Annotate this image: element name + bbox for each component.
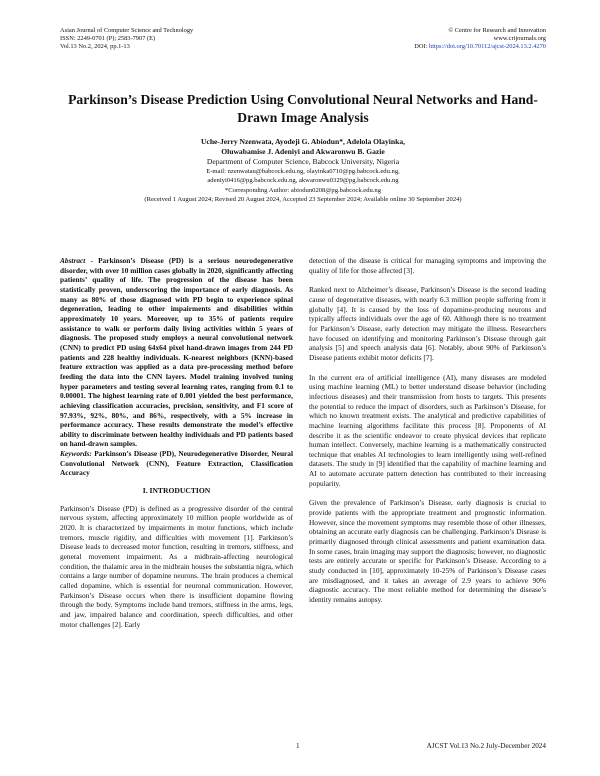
author-block bbox=[60, 137, 546, 205]
journal-name: Asian Journal of Computer Science and Technology bbox=[60, 27, 194, 34]
left-column bbox=[60, 256, 293, 629]
body-paragraph-4: Given the prevalence of Parkinson’s Disease, early diagnosis is crucial to provide patients with the appropriate treatment and prognostic information. However, since the movement symptoms may resemble those of other illnesses, obtaining an accurate early diagnosis can be challenging. Parkinson’s Disease is primarily diagnosed through clinical assessments and patient examination data. In some cases, brain imaging may support the diagnosis; however, no diagnostic tests are entirely accurate or specific for Parkinson’s Disease. According to a study conducted in [10], approximately 10-25% of Parkinson’s Disease cases are misdiagnosed, and it takes an average of 2.9 years to achieve 90% diagnostic accuracy. The most reliable method for determining the disease’s identity remains autopsy. bbox=[309, 498, 546, 604]
doi-label: DOI: bbox=[414, 43, 430, 51]
corresponding-author: *Corresponding Author: abiodun0208@pg.babcock.edu.ng bbox=[224, 186, 382, 194]
right-column bbox=[309, 256, 546, 605]
body-paragraph-1: detection of the disease is critical for managing symptoms and improving the quality of life for those affected [3]. bbox=[309, 256, 546, 275]
emails-line-1: E-mail: nzenwatau@babcock.edu.ng, olayinka0710@pg.babcock.edu.ng, bbox=[206, 168, 400, 175]
website[interactable]: www.crijournals.org bbox=[493, 35, 546, 43]
intro-paragraph-1: Parkinson’s Disease (PD) is defined as a progressive disorder of the central nervous system, affecting approximately 10 million people worldwide as of 2020. It is characterized by impairments in motor functions, which include tremors, muscle rigidity, and difficulties with movement [1]. Parkinson’s Disease leads to decreased motor function, resulting in tremors, stiffness, and general movement impairment. As a midbrain-affecting neurological condition, the thalamic area in the midbrain houses the substantia nigra, which contains a large number of dopamine neurons. The brain produces a chemical called dopamine, which is essential for neuronal communication. However, Parkinson’s Disease occurs when there is insufficient dopamine flowing through the body. Symptoms include hand tremors, stiffness in the arms, legs, and jaw, impaired balance and coordination, speech difficulties, and other motor challenges [2]. Early bbox=[60, 503, 293, 629]
paper-title: Parkinson’s Disease Prediction Using Convolutional Neural Networks and Hand-Drawn Image Analysis bbox=[68, 92, 538, 125]
doi-link[interactable]: https://doi.org/10.70112/ajcst-2024.13.2.4270 bbox=[429, 43, 546, 51]
doi bbox=[296, 43, 546, 51]
publication-dates: (Received 1 August 2024; Revised 20 August 2024, Accepted 23 September 2024; Available online 30 September 2024) bbox=[144, 196, 462, 204]
journal-header-left bbox=[60, 27, 310, 52]
volume-info: Vol.13 No.2, 2024, pp.1-13 bbox=[60, 43, 130, 51]
footer-journal-issue: AJCST Vol.13 No.2 July-December 2024 bbox=[426, 742, 546, 750]
section-heading-introduction: I. INTRODUCTION bbox=[142, 486, 211, 496]
body-paragraph-3: In the current era of artificial intelligence (AI), many diseases are modeled using machine learning (ML) to better understand disease behavior (including infectious diseases) and their transmission from hosts to targets. This presents the potential to reduce the impact of disorders, such as Parkinson’s Disease, for which no known treatment exists. The analytical and predictive capabilities of machine learning algorithms facilitate this process [8]. Proponents of AI describe it as the scientific endeavor to create physical devices that replicate human intellect. Conversely, machine learning is a mathematically constructed technique that enables AI technologies to learn intelligently using well-refined datasets. The study in [9] identified that the capability of machine learning and AI to automate accurate pattern detection has contributed to their increasing popularity. bbox=[309, 372, 546, 488]
page-number: 1 bbox=[296, 742, 300, 750]
abstract-label: Abstract bbox=[60, 256, 86, 265]
keywords-label: Keywords: bbox=[60, 449, 92, 459]
author-names-line-1: Uche-Jerry Nzenwata, Ayodeji G. Abiodun*, Adelola Olayinka, bbox=[200, 137, 406, 146]
abstract-text: - Parkinson’s Disease (PD) is a serious neurodegenerative disorder, with over 10 million cases globally in 2020, significantly affecting patients’ quality of life. The progression of the disease has been statistically proven, underscoring the importance of early diagnosis. As many as 80% of those diagnosed with PD begin to experience spinal degeneration, leading to other impairments and disabilities within approximately 10 years. Moreover, up to 35% of patients require assistance to walk or perform daily living activities within 5 years of diagnosis. The proposed study employs a neural convolutional network (CNN) to predict PD using 64x64 pixel hand-drawn images from 244 PD patients and 228 healthy individuals. K-nearest neighbors (KNN)-based feature extraction was applied as a data pre-processing method before feeding the data into the CNN layers. Model training involved tuning hyper parameters and testing several learning rates, ranging from 0.1 to 0.00001. The highest learning rate of 0.001 yielded the best performance, achieving classification accuracies, precision, sensitivity, and F1 score of 97.93%, 92%, 80%, and 86%, respectively, with a 5% increase in performance accuracy. These results demonstrate the model’s effective ability to discriminate between healthy individuals and PD patients based on hand-drawn samples. bbox=[60, 256, 293, 449]
department: Department of Computer Science, Babcock University, Nigeria bbox=[206, 157, 400, 166]
keywords bbox=[60, 449, 293, 478]
emails-line-2: adeniyi0416@pg.babcock.edu.ng, akwaronwu0329@pg.babcock.edu.ng bbox=[207, 177, 399, 185]
journal-header-right bbox=[296, 27, 546, 52]
issn: ISSN: 2249-0701 (P); 2583-7907 (E) bbox=[60, 35, 156, 43]
copyright: © Centre for Research and Innovation bbox=[448, 27, 546, 34]
body-paragraph-2: Ranked next to Alzheimer’s disease, Parkinson’s Disease is the second leading cause of degenerative diseases, with nearly 6.3 million people suffering from it globally [4]. It is caused by the loss of dopamine-producing neurons and typically affects individuals over the age of 60. Although there is no treatment for Parkinson’s Disease, early detection may mitigate the illness. Researchers have focused on identifying and monitoring Parkinson’s Disease through gait analysis [5] and speech analysis data [6]. Notably, about 90% of Parkinson’s Disease patients exhibit motor deficits [7]. bbox=[309, 285, 546, 362]
keywords-text: Parkinson’s Disease (PD), Neurodegenerative Disorder, Neural Convolutional Network (CNN), Feature Extraction, Classification Accuracy bbox=[60, 449, 293, 478]
author-names-line-2: Oluwabamise J. Adeniyi and Akwaronwu B. Gazie bbox=[221, 147, 385, 156]
abstract bbox=[60, 256, 293, 449]
